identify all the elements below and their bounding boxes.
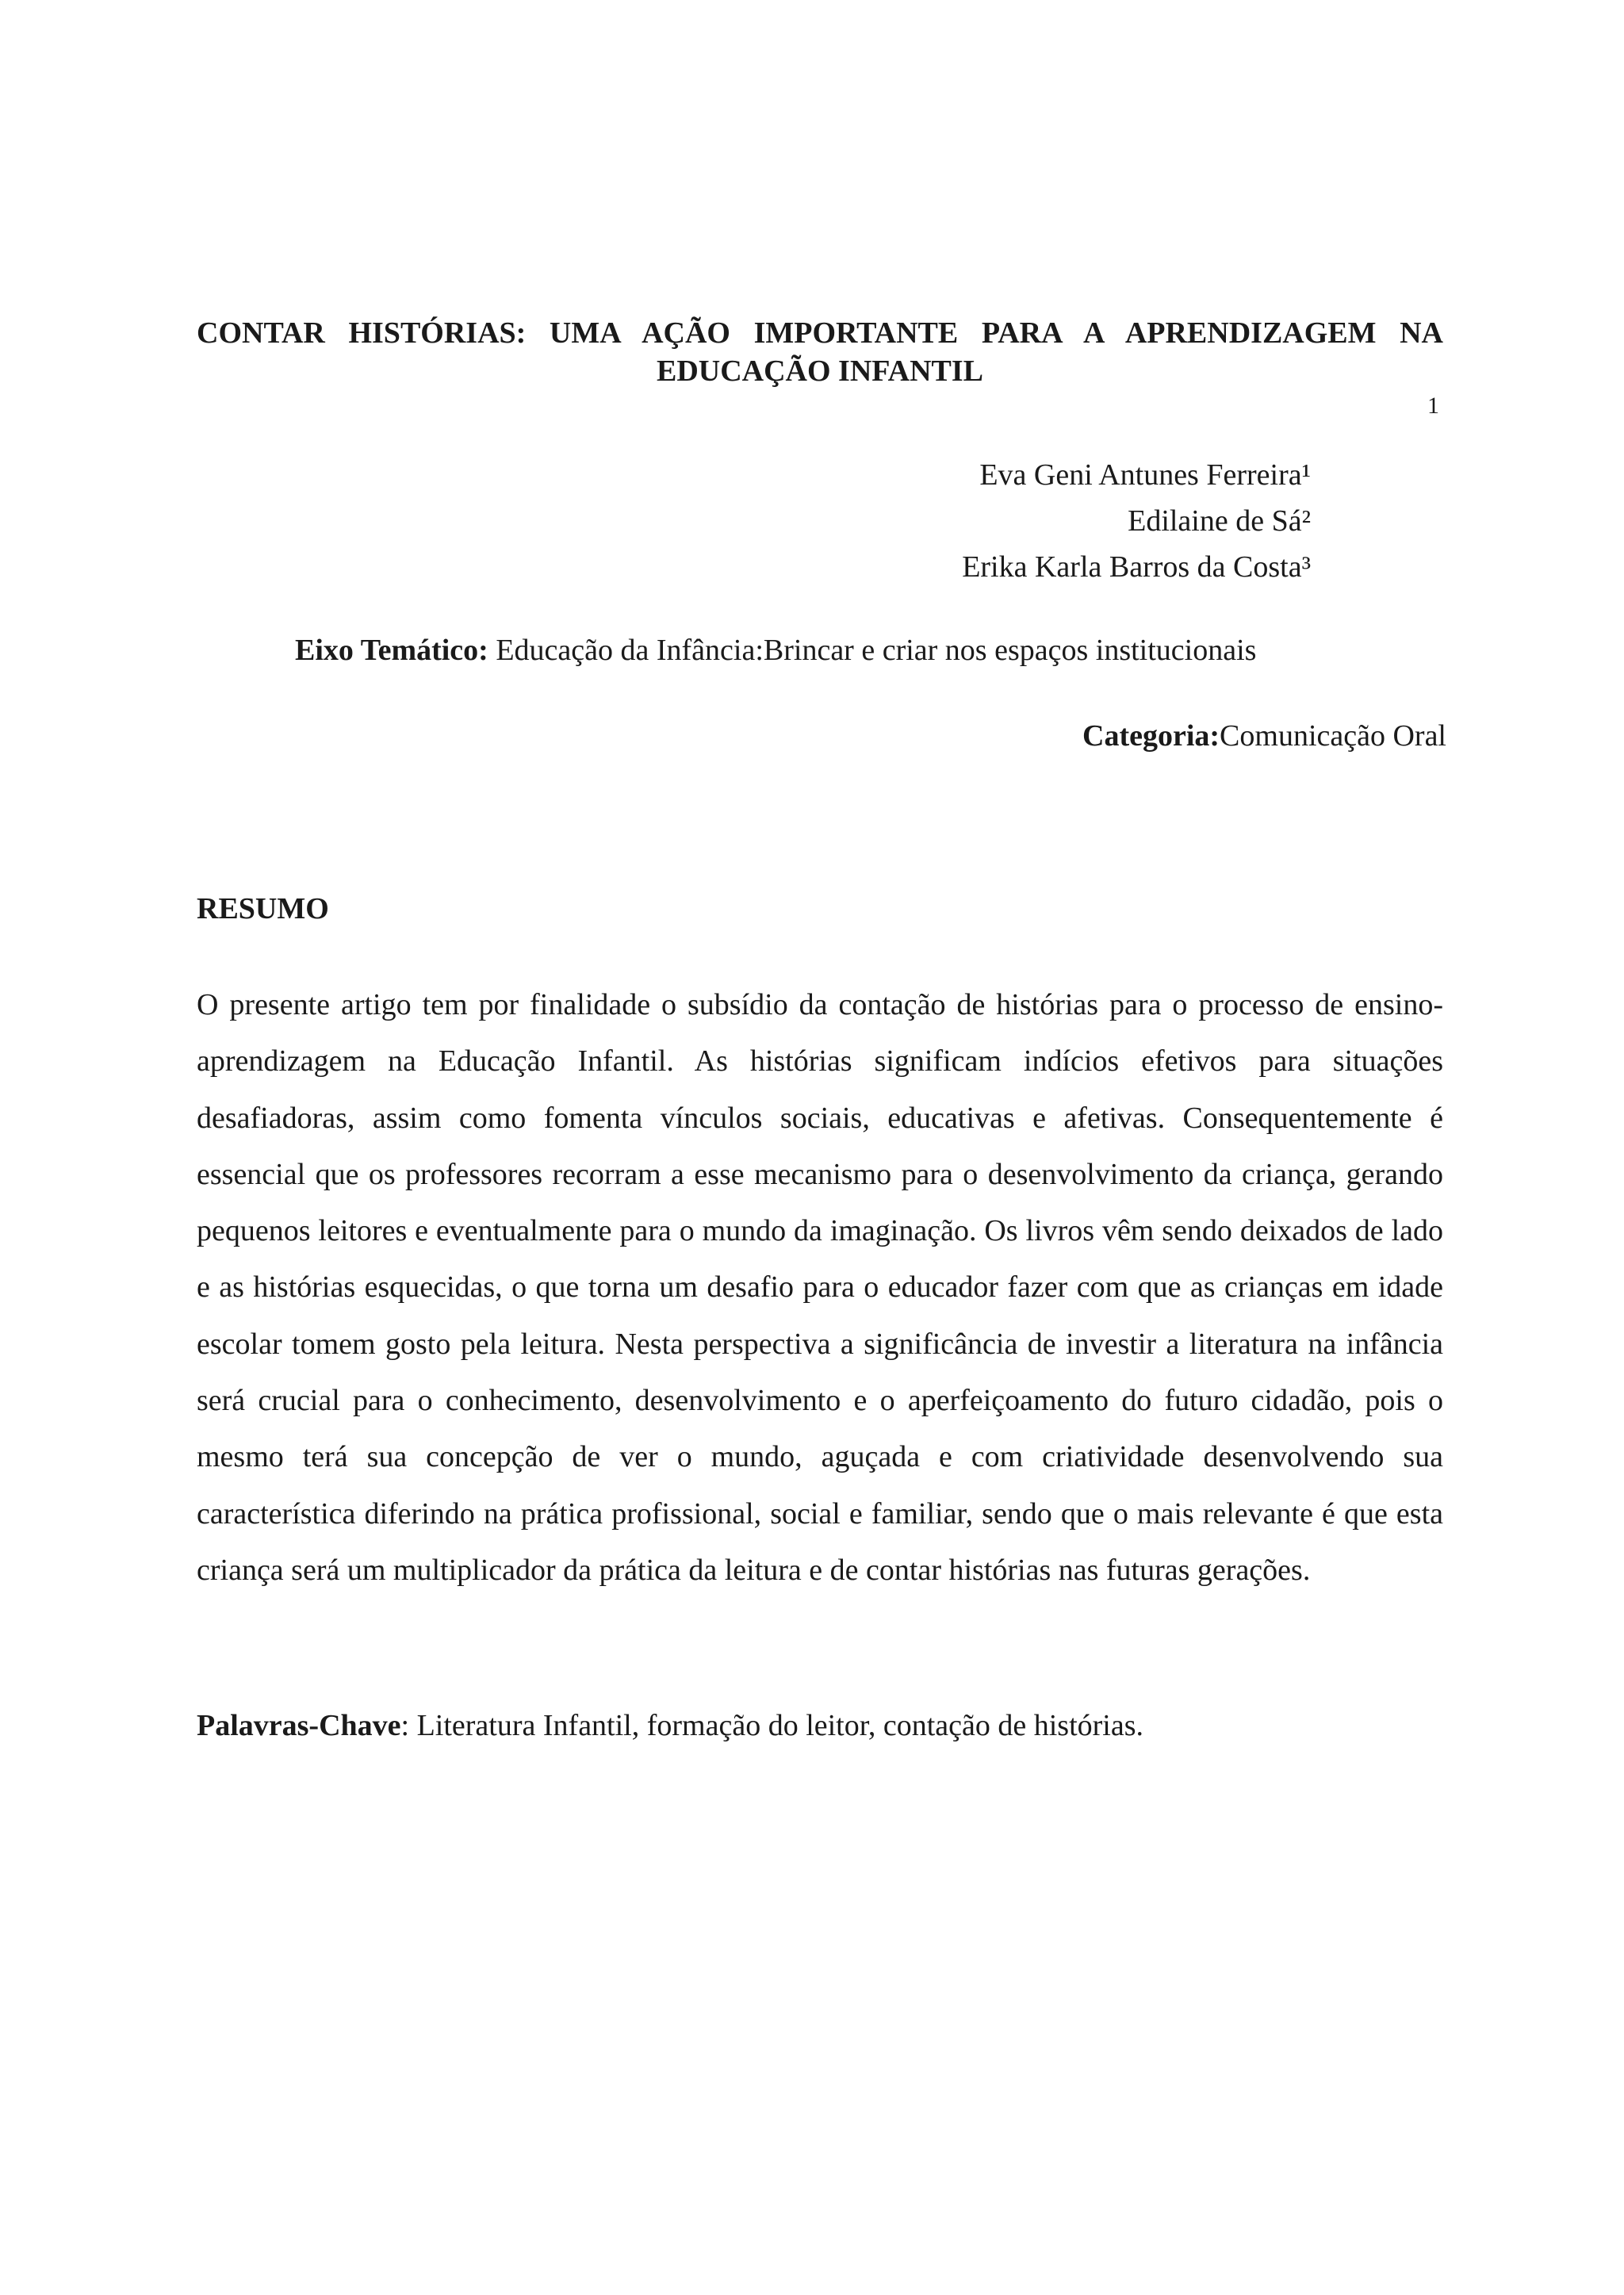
thematic-axis-label: Eixo Temático: (295, 634, 488, 667)
paper-title (197, 314, 1443, 390)
paper-title-line-2: EDUCAÇÃO INFANTIL (656, 354, 984, 388)
category (1082, 717, 1446, 755)
author-3: Erika Karla Barros da Costa³ (962, 550, 1311, 584)
author-1: Eva Geni Antunes Ferreira¹ (979, 458, 1311, 492)
author-list (962, 452, 1311, 590)
thematic-axis-value: Educação da Infância:Brincar e criar nos espaços institucionais (488, 634, 1257, 667)
keywords-label: Palavras-Chave (197, 1709, 401, 1742)
author-2: Edilaine de Sá² (1128, 504, 1311, 538)
abstract-text: O presente artigo tem por finalidade o subsídio da contação de histórias para o processo de ensino-aprendizagem na Educação Infantil. As histórias significam indícios efetivos para situações desafiadoras, assim como fomenta vínculos sociais, educativas e afetivas. Consequentemente é essencial que os professores recorram a esse mecanismo para o desenvolvimento da criança, gerando pequenos leitores e eventualmente para o mundo da imaginação. Os livros vêm sendo deixados de lado e as histórias esquecidas, o que torna um desafio para o educador fazer com que as crianças em idade escolar tomem gosto pela leitura. Nesta perspectiva a significância de investir a literatura na infância será crucial para o conhecimento, desenvolvimento e o aperfeiçoamento do futuro cidadão, pois o mesmo terá sua concepção de ver o mundo, aguçada e com criatividade desenvolvendo sua característica diferindo na prática profissional, social e familiar, sendo que o mais relevante é que esta criança será um multiplicador da prática da leitura e de contar histórias nas futuras gerações. (197, 988, 1443, 1587)
page-number: 1 (1427, 393, 1439, 419)
category-value: Comunicação Oral (1220, 719, 1446, 753)
paper-title-line-1: CONTAR HISTÓRIAS: UMA AÇÃO IMPORTANTE PARA A APRENDIZAGEM NA (197, 316, 1443, 350)
thematic-axis (295, 631, 1256, 669)
category-label: Categoria: (1082, 719, 1220, 753)
keywords (197, 1707, 1143, 1745)
keywords-value: : Literatura Infantil, formação do leitor, contação de histórias. (400, 1709, 1144, 1742)
abstract-heading: RESUMO (197, 892, 329, 925)
